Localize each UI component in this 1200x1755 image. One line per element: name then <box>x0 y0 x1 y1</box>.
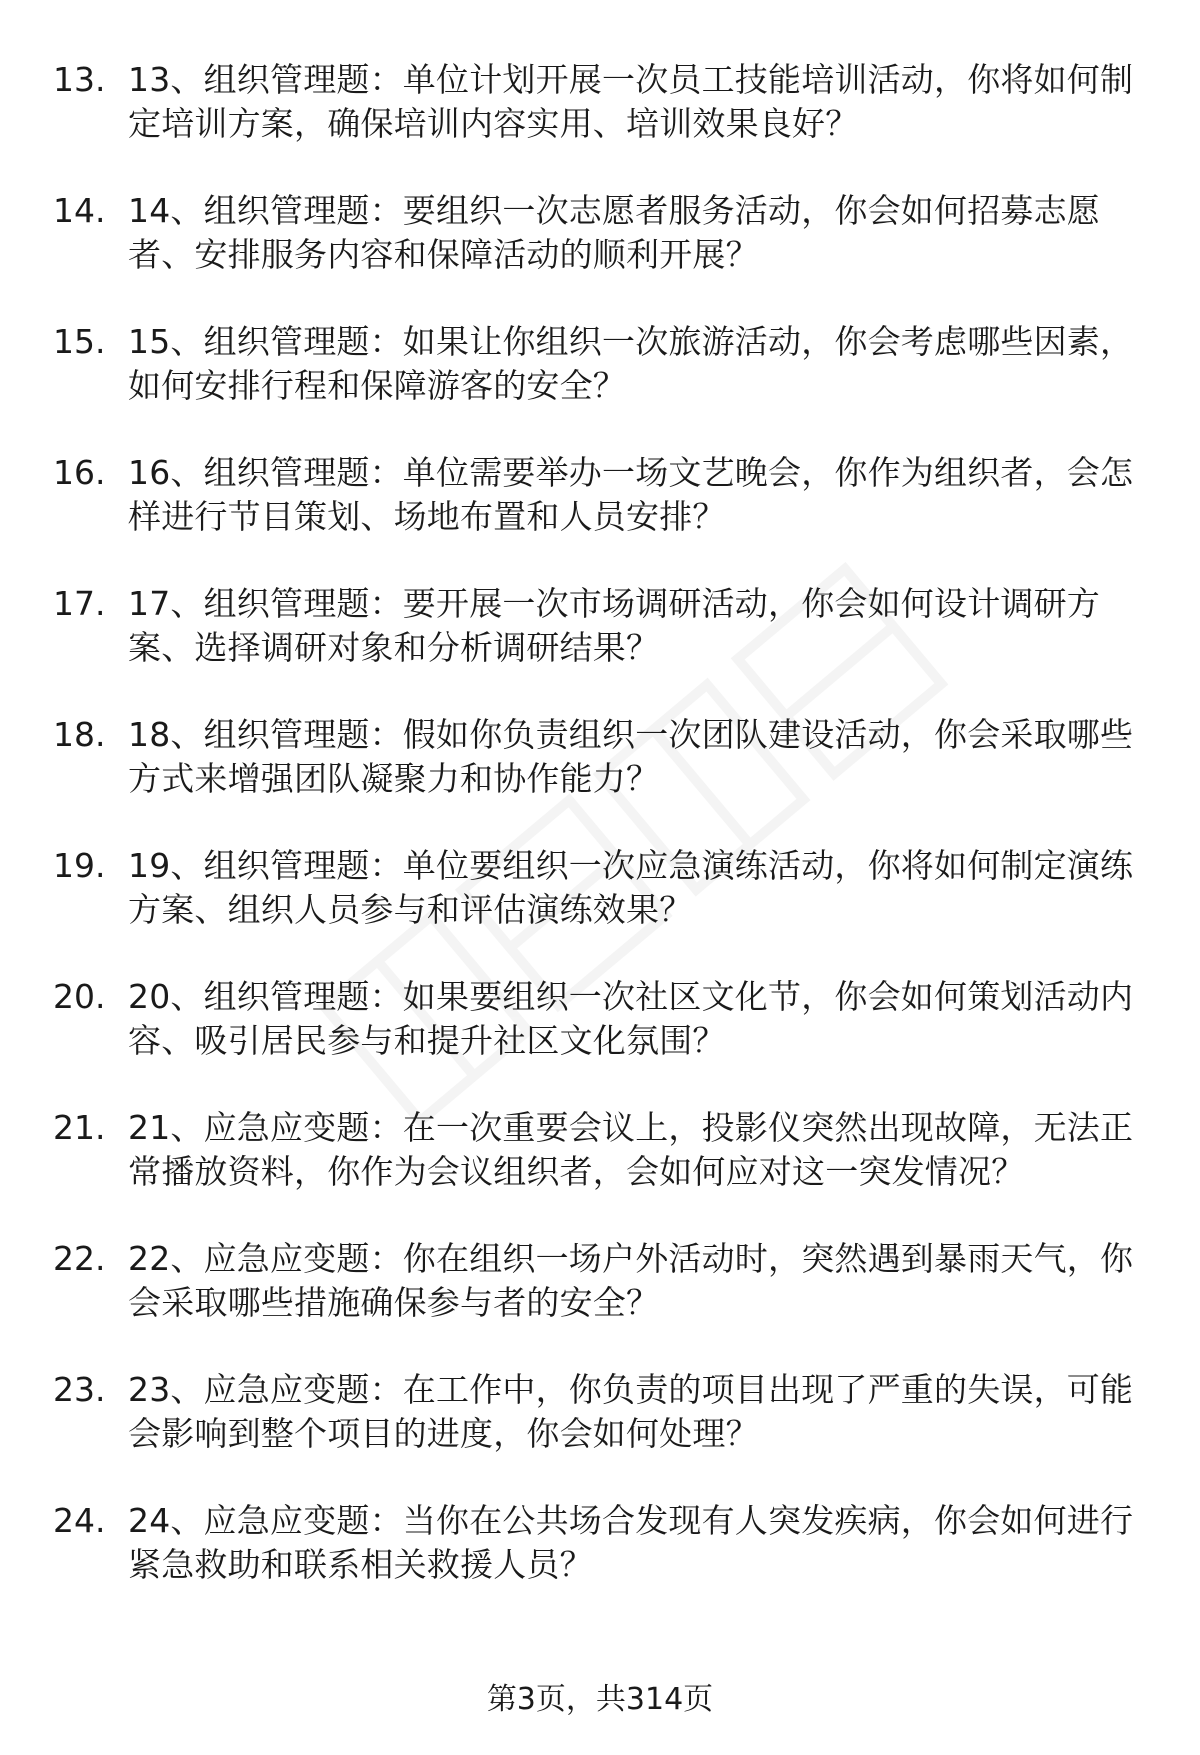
question-text: 14、组织管理题：要组织一次志愿者服务活动，你会如何招募志愿者、安排服务内容和保障活动的顺利开展？ <box>128 191 1100 274</box>
question-text: 22、应急应变题：你在组织一场户外活动时，突然遇到暴雨天气，你会采取哪些措施确保参与者的安全？ <box>128 1239 1134 1322</box>
question-item-24 <box>0 1499 1200 1587</box>
question-text: 19、组织管理题：单位要组织一次应急演练活动，你将如何制定演练方案、组织人员参与和评估演练效果？ <box>128 846 1134 929</box>
question-number: 15. <box>53 322 106 361</box>
question-number: 18. <box>53 715 106 754</box>
question-text: 18、组织管理题：假如你负责组织一次团队建设活动，你会采取哪些方式来增强团队凝聚力和协作能力？ <box>128 715 1134 798</box>
question-item-23 <box>0 1368 1200 1456</box>
question-number: 17. <box>53 584 106 623</box>
question-text: 20、组织管理题：如果要组织一次社区文化节，你会如何策划活动内容、吸引居民参与和提升社区文化氛围？ <box>128 977 1134 1060</box>
question-text: 16、组织管理题：单位需要举办一场文艺晚会，你作为组织者，会怎样进行节目策划、场地布置和人员安排？ <box>128 453 1134 536</box>
question-text: 21、应急应变题：在一次重要会议上，投影仪突然出现故障，无法正常播放资料，你作为会议组织者，会如何应对这一突发情况？ <box>128 1108 1134 1191</box>
question-text: 17、组织管理题：要开展一次市场调研活动，你会如何设计调研方案、选择调研对象和分析调研结果？ <box>128 584 1100 667</box>
question-item-16 <box>0 451 1200 539</box>
question-item-15 <box>0 320 1200 408</box>
question-text: 24、应急应变题：当你在公共场合发现有人突发疾病，你会如何进行紧急救助和联系相关救援人员？ <box>128 1501 1134 1584</box>
question-item-17 <box>0 582 1200 670</box>
question-item-21 <box>0 1106 1200 1194</box>
question-number: 14. <box>53 191 106 230</box>
question-number: 24. <box>53 1501 106 1540</box>
question-item-20 <box>0 975 1200 1063</box>
question-item-13 <box>0 58 1200 146</box>
question-number: 16. <box>53 453 106 492</box>
question-list <box>0 58 1200 1630</box>
question-text: 15、组织管理题：如果让你组织一次旅游活动，你会考虑哪些因素，如何安排行程和保障游客的安全？ <box>128 322 1134 405</box>
question-number: 22. <box>53 1239 106 1278</box>
question-number: 19. <box>53 846 106 885</box>
question-item-22 <box>0 1237 1200 1325</box>
question-number: 21. <box>53 1108 106 1147</box>
question-number: 23. <box>53 1370 106 1409</box>
question-text: 23、应急应变题：在工作中，你负责的项目出现了严重的失误，可能会影响到整个项目的进度，你会如何处理？ <box>128 1370 1134 1453</box>
question-item-14 <box>0 189 1200 277</box>
question-text: 13、组织管理题：单位计划开展一次员工技能培训活动，你将如何制定培训方案，确保培训内容实用、培训效果良好？ <box>128 60 1134 143</box>
page-footer: 第3页，共314页 <box>486 1682 714 1717</box>
question-item-19 <box>0 844 1200 932</box>
question-number: 13. <box>53 60 106 99</box>
question-number: 20. <box>53 977 106 1016</box>
question-item-18 <box>0 713 1200 801</box>
